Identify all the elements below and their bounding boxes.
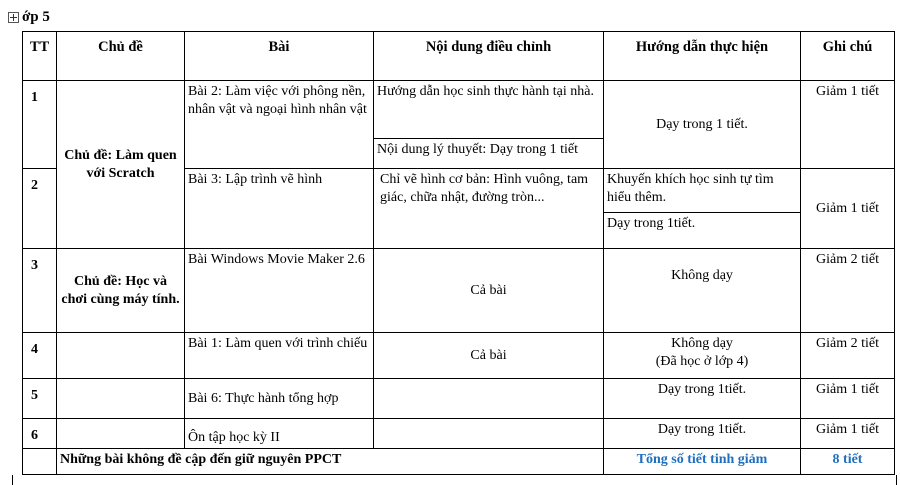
lesson-cell: Bài Windows Movie Maker 2.6 xyxy=(185,249,374,333)
total-value: 8 tiết xyxy=(801,449,895,475)
header-adjust: Nội dung điều chỉnh xyxy=(374,32,604,81)
table-row xyxy=(23,379,895,419)
header-lesson: Bài xyxy=(185,32,374,81)
note-cell: Giảm 1 tiết xyxy=(801,419,895,449)
guide-part-a: Khuyến khích học sinh tự tìm hiểu thêm. xyxy=(604,169,800,213)
row-number: 3 xyxy=(23,249,57,333)
guide-cell: Dạy trong 1 tiết. xyxy=(604,81,801,169)
lesson-cell: Bài 6: Thực hành tổng hợp xyxy=(185,379,374,419)
table-header-row xyxy=(23,32,895,81)
topic-scratch: Chủ đề: Làm quen với Scratch xyxy=(57,81,185,249)
topic-empty xyxy=(57,419,185,449)
lesson-cell: Bài 1: Làm quen với trình chiếu xyxy=(185,333,374,379)
total-label: Tổng số tiết tinh giảm xyxy=(604,449,801,475)
header-note: Ghi chú xyxy=(801,32,895,81)
table-row xyxy=(23,249,895,333)
guide-cell xyxy=(604,333,801,379)
adjust-part-a: Hướng dẫn học sinh thực hành tại nhà. xyxy=(374,81,603,139)
note-cell: Giảm 1 tiết xyxy=(801,169,895,249)
adjust-part-b: Nội dung lý thuyết: Dạy trong 1 tiết xyxy=(377,142,579,157)
footer-empty xyxy=(23,449,57,475)
row-number: 1 xyxy=(23,81,57,169)
lesson-cell: Ôn tập học kỳ II xyxy=(185,419,374,449)
footer-note: Những bài không đề cập đến giữ nguyên PPCT xyxy=(57,449,604,475)
note-cell: Giảm 1 tiết xyxy=(801,379,895,419)
adjust-cell: Chỉ vẽ hình cơ bản: Hình vuông, tam giác, chữa nhật, đường tròn... xyxy=(374,169,604,249)
section-heading: ớp 5 xyxy=(22,9,50,25)
adjust-cell: Cả bài xyxy=(374,333,604,379)
guide-line-2: (Đã học ở lớp 4) xyxy=(655,353,749,369)
lesson-cell: Bài 3: Lập trình vẽ hình xyxy=(185,169,374,249)
guide-cell: Không dạy xyxy=(604,249,801,333)
guide-cell: Dạy trong 1tiết. xyxy=(604,379,801,419)
header-guide: Hướng dẫn thực hiện xyxy=(604,32,801,81)
topic-empty xyxy=(57,379,185,419)
topic-computer: Chủ đề: Học và chơi cùng máy tính. xyxy=(57,249,185,333)
guide-cell xyxy=(604,169,801,249)
guide-line-1: Không dạy xyxy=(671,336,733,351)
header-topic: Chủ đề xyxy=(57,32,185,81)
table-row xyxy=(23,81,895,169)
text-cursor-mark-left xyxy=(12,475,13,485)
row-number: 2 xyxy=(23,169,57,249)
adjust-empty xyxy=(374,379,604,419)
row-number: 6 xyxy=(23,419,57,449)
header-tt: TT xyxy=(23,32,57,81)
adjust-empty xyxy=(374,419,604,449)
text-cursor-mark-right xyxy=(896,475,897,485)
row-number: 5 xyxy=(23,379,57,419)
table-footer-row xyxy=(23,449,895,475)
table-row xyxy=(23,333,895,379)
note-cell: Giảm 2 tiết xyxy=(801,249,895,333)
note-cell: Giảm 2 tiết xyxy=(801,333,895,379)
curriculum-table xyxy=(22,31,895,475)
lesson-cell: Bài 2: Làm việc với phông nền, nhân vật và ngoại hình nhân vật xyxy=(185,81,374,169)
table-move-handle-icon[interactable] xyxy=(8,12,19,23)
adjust-cell: Cả bài xyxy=(374,249,604,333)
row-number: 4 xyxy=(23,333,57,379)
topic-empty xyxy=(57,333,185,379)
table-row xyxy=(23,419,895,449)
guide-cell: Dạy trong 1tiết. xyxy=(604,419,801,449)
note-cell: Giảm 1 tiết xyxy=(801,81,895,169)
adjust-cell xyxy=(374,81,604,169)
guide-part-b: Dạy trong 1tiết. xyxy=(607,216,696,231)
